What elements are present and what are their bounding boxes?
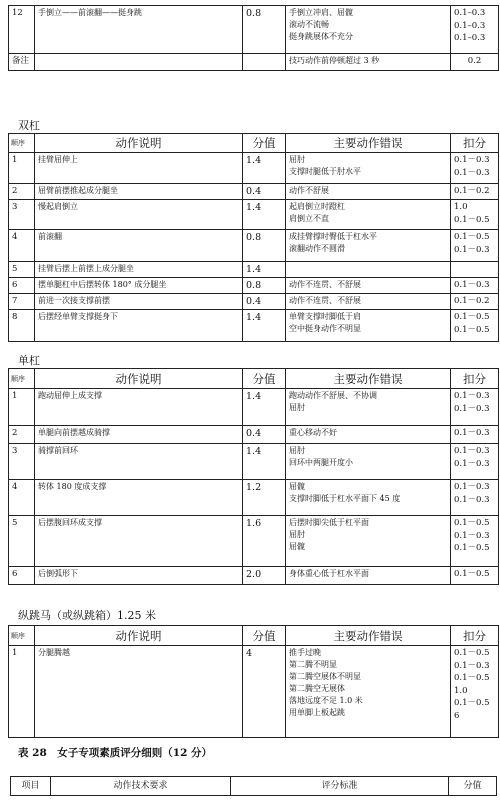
row-score: 0.4	[243, 294, 286, 310]
deductions: 0.1－0.3	[451, 426, 499, 444]
deductions: 0.1－0.5 0.1－0.3 0.1－0.5 1.0 0.1－0.5 6	[451, 646, 499, 738]
row-number: 5	[9, 516, 35, 567]
row-number: 8	[9, 310, 35, 342]
row-number: 4	[9, 480, 35, 516]
row-score: 1.6	[243, 516, 286, 567]
header-action: 动作说明	[35, 134, 243, 153]
table-28-title: 表 28 女子专项素质评分细则（12 分）	[18, 747, 213, 759]
header-score: 分值	[243, 369, 286, 389]
row-score: 0.8	[243, 278, 286, 294]
header-order: 顺序	[9, 134, 35, 153]
table-row	[9, 444, 499, 480]
row-score: 4	[243, 646, 286, 738]
table-row	[9, 567, 499, 585]
table-row	[9, 516, 499, 567]
deductions: 0.1－0.5 0.1－0.3 0.1－0.5	[451, 516, 499, 567]
row-number: 2	[9, 184, 35, 200]
main-errors: 屈肘 回环中两腿开度小	[286, 444, 451, 480]
main-errors: 手倒立冲肩、屈髋 滚动不流畅 挺身跳展体不充分	[286, 6, 451, 54]
action-description: 转体 180 度成支撑	[35, 480, 243, 516]
deductions: 0.1－0.3 0.1－0.3	[451, 444, 499, 480]
table-row	[9, 294, 499, 310]
main-errors: 身体重心低于杠水平面	[286, 567, 451, 585]
main-errors: 成挂臂撑时臀低于杠水平 滚翻动作不圆滑	[286, 230, 451, 262]
deductions: 0.1－0.2	[451, 184, 499, 200]
main-errors: 推手过晚 第二腾不明显 第二腾空展体不明显 第二腾空无展体 落地远度不足 1.0 米 用单脚上板起跳	[286, 646, 451, 738]
deductions: 0.1－0.3 0.1－0.3	[451, 153, 499, 184]
table-row	[9, 184, 499, 200]
header-technical-requirements: 动作技术要求	[51, 777, 231, 796]
deductions: 0.1－0.3 0.1－0.3	[451, 480, 499, 516]
section-title-parallel-bars: 双杠	[18, 119, 40, 132]
action-description: 后摆腹回环成支撑	[35, 516, 243, 567]
row-score: 1.4	[243, 310, 286, 342]
action-description: 挂臂后摆上前摆上成分腿坐	[35, 262, 243, 278]
table-row	[9, 153, 499, 184]
row-score: 1.4	[243, 262, 286, 278]
table-header-row	[11, 777, 497, 796]
note-row	[9, 54, 499, 71]
row-number: 5	[9, 262, 35, 278]
header-score: 分值	[243, 134, 286, 153]
header-action: 动作说明	[35, 626, 243, 646]
row-number: 6	[9, 278, 35, 294]
row-number: 4	[9, 230, 35, 262]
table-row	[9, 389, 499, 426]
action-description: 摆单腿杠中后摆转体 180° 成分腿坐	[35, 278, 243, 294]
section-title-vault: 纵跳马（或纵跳箱）1.25 米	[18, 609, 156, 622]
table-row	[9, 426, 499, 444]
row-score: 0.4	[243, 184, 286, 200]
deductions: 0.1－0.2	[451, 294, 499, 310]
deductions: 0.1－0.3 0.1－0.3	[451, 389, 499, 426]
row-score: 1.2	[243, 480, 286, 516]
deductions: 0.1－0.5 0.1－0.5	[451, 310, 499, 342]
action-description: 挂臂屈伸上	[35, 153, 243, 184]
header-errors: 主要动作错误	[286, 369, 451, 389]
action-description: 屈臂前摆推起成分腿坐	[35, 184, 243, 200]
table-row	[9, 262, 499, 278]
table-header-row	[9, 134, 499, 153]
header-deduction: 扣分	[451, 369, 499, 389]
action-description: 前进一次接支撑前摆	[35, 294, 243, 310]
row-score: 0.4	[243, 426, 286, 444]
action-description: 单腿向前摆越成骑撑	[35, 426, 243, 444]
main-errors: 起肩倒立时蹬杠 肩倒立不直	[286, 200, 451, 230]
deductions: 0.1－0.5 0.1－0.3	[451, 230, 499, 262]
header-order: 顺序	[9, 369, 35, 389]
main-errors: 重心移动不好	[286, 426, 451, 444]
table-row	[9, 200, 499, 230]
header-item: 项目	[11, 777, 51, 796]
header-scoring-standard: 评分标准	[231, 777, 449, 796]
header-points: 分值	[449, 777, 497, 796]
header-score: 分值	[243, 626, 286, 646]
vault-table	[8, 625, 499, 738]
row-number: 6	[9, 567, 35, 585]
table-row	[9, 230, 499, 262]
row-score: 0.8	[243, 230, 286, 262]
header-errors: 主要动作错误	[286, 626, 451, 646]
main-errors	[286, 262, 451, 278]
action-description: 后摆经单臂支撑挺身下	[35, 310, 243, 342]
main-errors: 跑动动作不舒展、不协调 屈肘	[286, 389, 451, 426]
table-row	[9, 6, 499, 54]
main-errors: 后摆时脚尖低于杠平面 屈肘 屈髋	[286, 516, 451, 567]
table-header-row	[9, 626, 499, 646]
row-number: 1	[9, 646, 35, 738]
header-order: 顺序	[9, 626, 35, 646]
deductions: 0.1–0.3 0.1–0.3 0.1–0.3	[451, 6, 499, 54]
action-description: 前滚翻	[35, 230, 243, 262]
header-deduction: 扣分	[451, 626, 499, 646]
action-description: 分腿腾越	[35, 646, 243, 738]
action-description: 骑撑前回环	[35, 444, 243, 480]
note-label: 备注	[9, 54, 35, 71]
table-28	[10, 776, 497, 796]
action-description: 慢起肩倒立	[35, 200, 243, 230]
row-number: 1	[9, 153, 35, 184]
row-number: 3	[9, 444, 35, 480]
row-number: 1	[9, 389, 35, 426]
horizontal-bar-table	[8, 368, 499, 585]
action-description: 手倒立——前滚翻——挺身跳	[35, 6, 243, 54]
row-number: 3	[9, 200, 35, 230]
deductions: 0.1－0.3	[451, 278, 499, 294]
header-deduction: 扣分	[451, 134, 499, 153]
table-row	[9, 278, 499, 294]
table-row	[9, 310, 499, 342]
note-text: 技巧动作前停顿超过 3 秒	[286, 54, 451, 71]
main-errors: 屈髋 支撑时脚低于杠水平面下 45 度	[286, 480, 451, 516]
action-description: 后倒弧形下	[35, 567, 243, 585]
row-score: 1.4	[243, 200, 286, 230]
deductions: 1.0 0.1－0.5	[451, 200, 499, 230]
table-row	[9, 646, 499, 738]
header-action: 动作说明	[35, 369, 243, 389]
row-score: 1.4	[243, 153, 286, 184]
main-errors: 单臂支撑时脚低于肩 空中挺身动作不明显	[286, 310, 451, 342]
section-title-horizontal-bar: 单杠	[18, 354, 40, 367]
parallel-bars-table	[8, 133, 499, 342]
main-errors: 动作不连贯、不舒展	[286, 294, 451, 310]
row-number: 12	[9, 6, 35, 54]
top-table	[8, 5, 499, 71]
row-score: 1.4	[243, 444, 286, 480]
row-score: 2.0	[243, 567, 286, 585]
action-description: 跑动屈伸上成支撑	[35, 389, 243, 426]
main-errors: 动作不舒展	[286, 184, 451, 200]
deductions: 0.1－0.5	[451, 567, 499, 585]
row-score: 1.4	[243, 389, 286, 426]
row-number: 2	[9, 426, 35, 444]
row-score: 0.8	[243, 6, 286, 54]
row-number: 7	[9, 294, 35, 310]
deductions	[451, 262, 499, 278]
main-errors: 动作不连贯、不舒展	[286, 278, 451, 294]
table-row	[9, 480, 499, 516]
main-errors: 屈肘 支撑时腿低于肘水平	[286, 153, 451, 184]
table-header-row	[9, 369, 499, 389]
note-deduction: 0.2	[451, 54, 499, 71]
header-errors: 主要动作错误	[286, 134, 451, 153]
